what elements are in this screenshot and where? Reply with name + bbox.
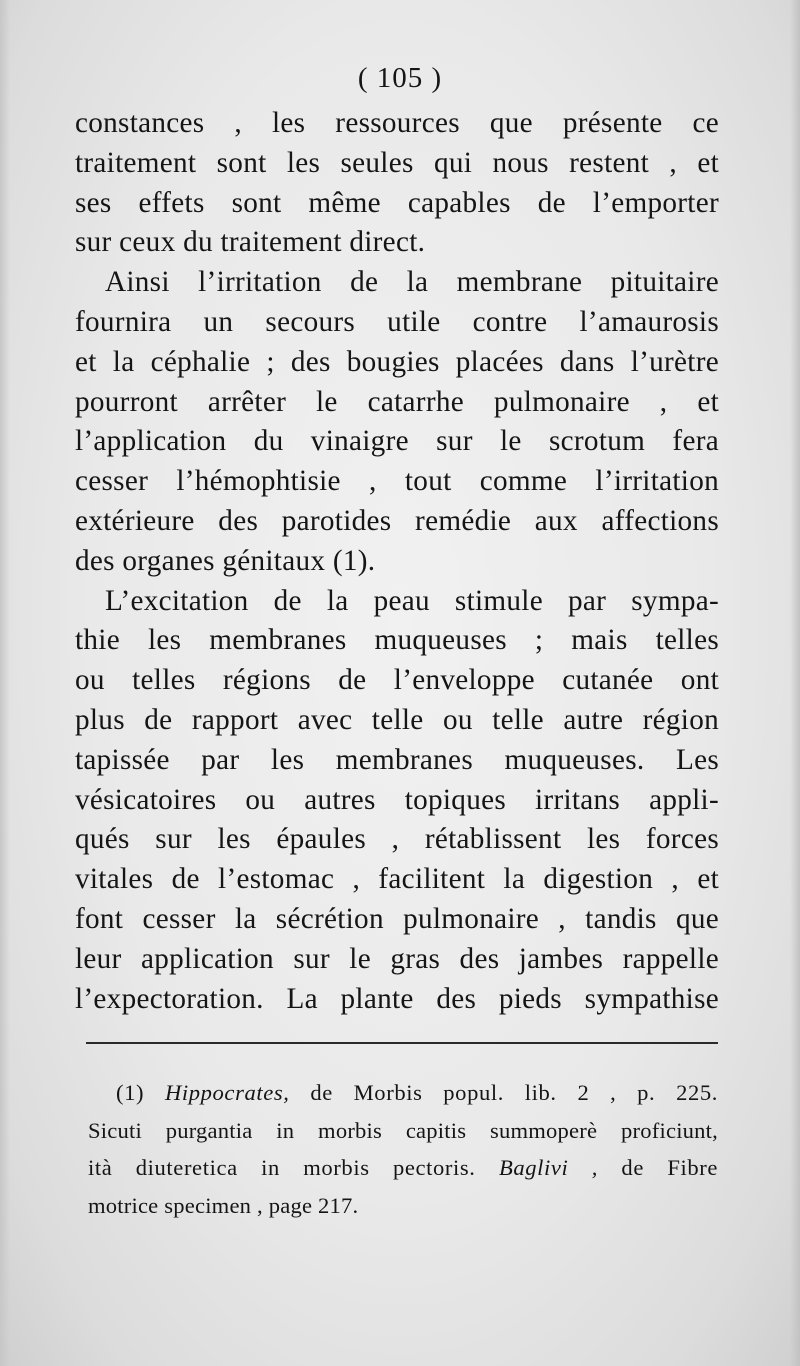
page-number: ( 105 )	[357, 62, 443, 94]
text-line: extérieure des parotides remédie aux affections	[75, 504, 719, 537]
text-line: l’expectoration. La plante des pieds sympathise	[75, 982, 719, 1015]
text-line: vésicatoires ou autres topiques irritans appli-	[75, 783, 719, 816]
footnote-text: ità diuteretica in morbis pectoris.	[88, 1155, 476, 1180]
text-line: leur application sur le gras des jambes rappelle	[75, 942, 719, 975]
text-line: Ainsi l’irritation de la membrane pituitaire	[105, 266, 719, 299]
body-text	[75, 104, 719, 1019]
footnote-author: Baglivi ,	[498, 1155, 599, 1180]
text-line: des organes génitaux (1).	[75, 544, 376, 577]
text-line: l’application du vinaigre sur le scrotum fera	[75, 425, 719, 458]
text-line: cesser l’hémophtisie , tout comme l’irritation	[75, 465, 719, 498]
text-line: tapissée par les membranes muqueuses. Les	[75, 743, 719, 776]
footnote-citation: de Fibre	[621, 1155, 719, 1180]
footnote-line: Sicuti purgantia in morbis capitis summoperè proficiunt,	[88, 1117, 718, 1143]
text-line: L’excitation de la peau stimule par sympa-	[105, 584, 719, 617]
page-left-edge-shadow	[0, 0, 10, 1366]
footnote-line	[88, 1149, 718, 1187]
text-line: font cesser la sécrétion pulmonaire , tandis que	[75, 902, 719, 935]
footnote-citation: de Morbis popul. lib. 2 , p. 225.	[310, 1080, 719, 1105]
text-line: ses effets sont même capables de l’emporter	[75, 186, 719, 219]
text-line: constances , les ressources que présente ce	[75, 107, 719, 139]
text-line: fournira un secours utile contre l’amaurosis	[75, 305, 719, 338]
text-line: ou telles régions de l’enveloppe cutanée ont	[75, 664, 719, 697]
footnote-line: motrice specimen , page 217.	[88, 1192, 359, 1218]
page-right-edge-shadow	[790, 0, 800, 1366]
text-line: pourront arrêter le catarrhe pulmonaire , et	[75, 385, 719, 418]
text-line: vitales de l’estomac , facilitent la digestion , et	[75, 863, 719, 896]
text-line: et la céphalie ; des bougies placées dans l’urètre	[75, 345, 719, 378]
footnote	[88, 1074, 718, 1224]
text-line: traitement sont les seules qui nous restent , et	[75, 146, 719, 179]
text-line: plus de rapport avec telle ou telle autre région	[75, 703, 719, 736]
footnote-line	[88, 1074, 718, 1112]
text-line: qués sur les épaules , rétablissent les forces	[75, 823, 719, 856]
footnote-author: Hippocrates,	[164, 1080, 290, 1105]
footnote-divider	[86, 1042, 718, 1044]
text-line: thie les membranes muqueuses ; mais telles	[75, 624, 719, 657]
footnote-marker: (1)	[116, 1080, 145, 1105]
text-line: sur ceux du traitement direct.	[75, 226, 426, 259]
